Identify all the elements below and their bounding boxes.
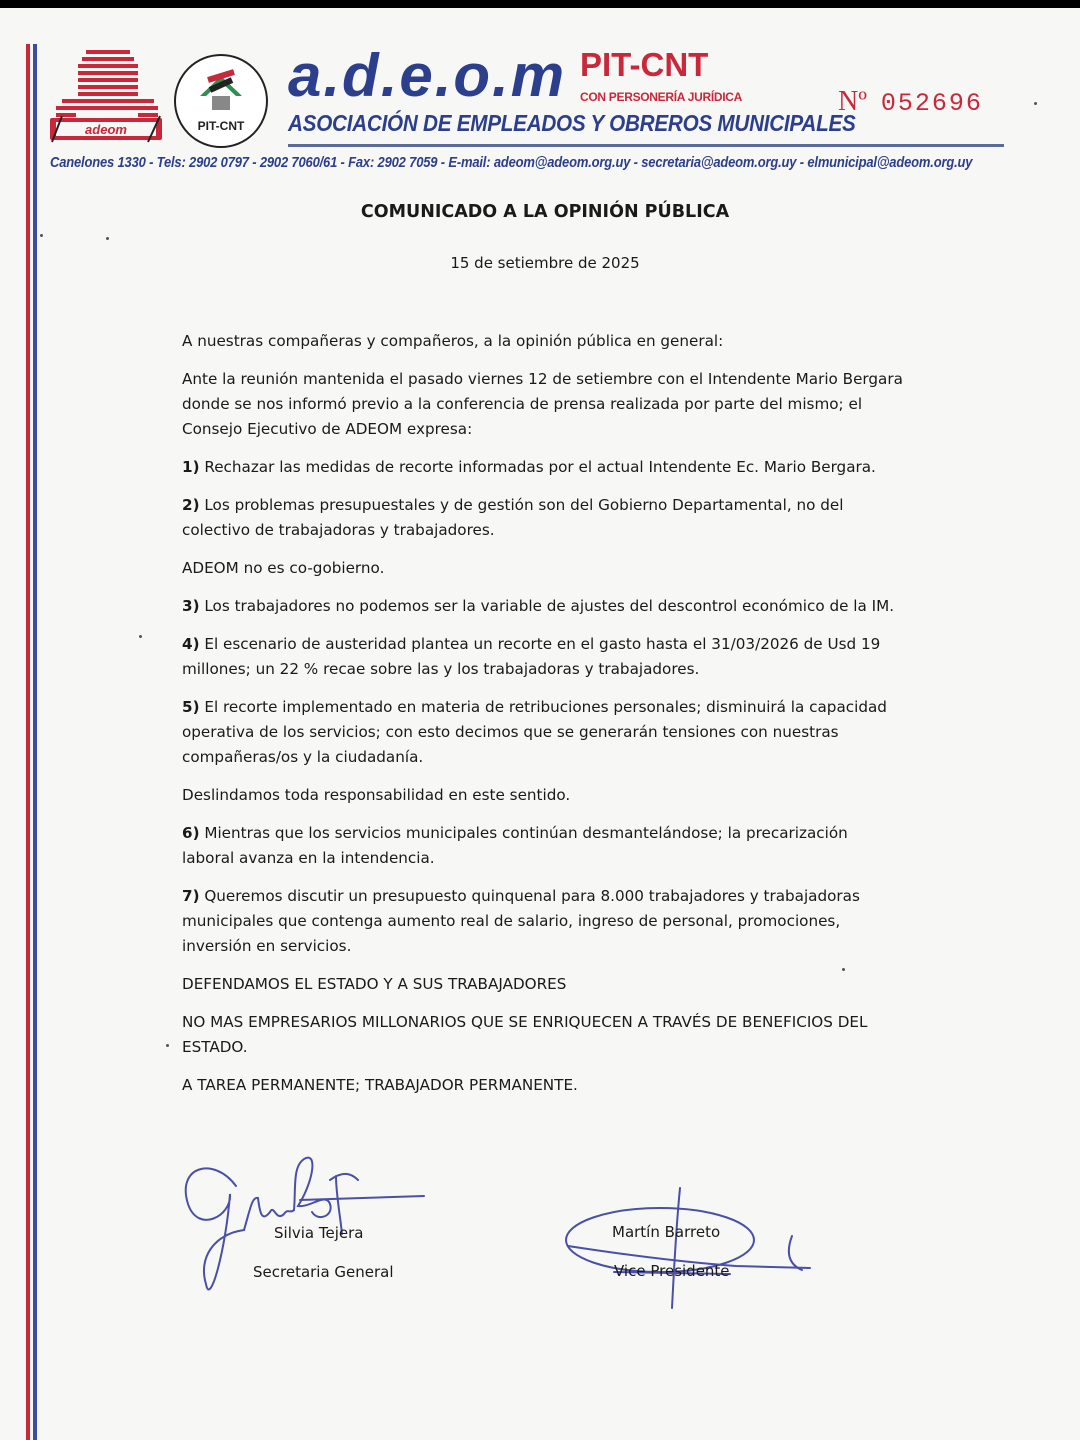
point-1: [182, 455, 904, 480]
point-2: [182, 493, 904, 543]
document-title: COMUNICADO A LA OPINIÓN PÚBLICA: [360, 202, 730, 222]
point-text: Mientras que los servicios municipales continúan desmantelándose; la precarización laboral avanza en la intendencia.: [182, 824, 848, 867]
signer-name-2: Martín Barreto: [612, 1223, 721, 1241]
point-text: Queremos discutir un presupuesto quinquenal para 8.000 trabajadores y trabajadoras municipales que contenga aumento real de salario, ingreso de personal, promociones, inversión en servicios.: [182, 887, 860, 955]
intro-paragraph: Ante la reunión mantenida el pasado viernes 12 de setiembre con el Intendente Mario Bergara donde se nos informó previo a la conferencia de prensa realizada por parte del mismo; el Consejo Ejecutivo de ADEOM expresa:: [182, 370, 903, 438]
statement-responsabilidad: Deslindamos toda responsabilidad en este sentido.: [182, 786, 571, 804]
slogan-2: NO MAS EMPRESARIOS MILLONARIOS QUE SE ENRIQUECEN A TRAVÉS DE BENEFICIOS DEL ESTADO.: [182, 1013, 868, 1056]
salutation: A nuestras compañeras y compañeros, a la opinión pública en general:: [182, 332, 724, 350]
contact-line: Canelones 1330 - Tels: 2902 0797 - 2902 7060/61 - Fax: 2902 7059 - E-mail: adeom@adeom.org.uy - secretaria@adeom.org.uy - elmunicipal@adeom.org.uy: [50, 154, 973, 171]
point-number: 7): [182, 887, 200, 905]
point-4: [182, 632, 904, 682]
point-text: Los trabajadores no podemos ser la variable de ajustes del descontrol económico de la IM.: [199, 597, 895, 615]
document-body: [182, 329, 904, 1111]
point-number: 4): [182, 635, 200, 653]
point-text: El escenario de austeridad plantea un recorte en el gasto hasta el 31/03/2026 de Usd 19 millones; un 22 % recae sobre las y los trabajadoras y trabajadores.: [182, 635, 881, 678]
legal-status-label: CON PERSONERÍA JURÍDICA: [580, 90, 743, 104]
point-7: [182, 884, 904, 959]
point-number: 5): [182, 698, 200, 716]
signer-role-2: Vice Presidente: [614, 1262, 730, 1280]
association-name: ASOCIACIÓN DE EMPLEADOS Y OBREROS MUNICIPALES: [288, 110, 856, 136]
logo-pit-text: PIT-CNT: [197, 119, 245, 133]
point-6: [182, 821, 904, 871]
point-number: 3): [182, 597, 200, 615]
serial-prefix: Nº: [838, 86, 867, 117]
point-number: 2): [182, 496, 200, 514]
document-page: [0, 8, 1080, 1440]
logo-building-text: adeom: [85, 122, 127, 137]
slogan-3: A TAREA PERMANENTE; TRABAJADOR PERMANENTE.: [182, 1076, 578, 1094]
serial-number: 052696: [880, 89, 983, 118]
point-3: [182, 594, 904, 619]
point-number: 6): [182, 824, 200, 842]
header-divider: [288, 144, 1004, 147]
statement-cogobierno: ADEOM no es co-gobierno.: [182, 559, 385, 577]
brand-name: a.d.e.o.m: [288, 42, 567, 109]
point-text: Los problemas presupuestales y de gestión son del Gobierno Departamental, no del colectivo de trabajadoras y trabajadores.: [182, 496, 844, 539]
point-text: El recorte implementado en materia de retribuciones personales; disminuirá la capacidad operativa de los servicios; con esto decimos que se generarán tensiones con nuestras compañeras/os y la ciudadanía.: [182, 698, 887, 766]
signature-martin-barreto: [566, 1188, 810, 1308]
serial-number-block: [838, 86, 983, 118]
pit-cnt-logo: [172, 52, 270, 150]
signer-name-1: Silvia Tejera: [274, 1224, 364, 1242]
adeom-building-logo: [48, 44, 164, 144]
point-number: 1): [182, 458, 200, 476]
document-date: 15 de setiembre de 2025: [450, 254, 640, 272]
affiliation-label: PIT-CNT: [580, 46, 709, 83]
slogan-1: DEFENDAMOS EL ESTADO Y A SUS TRABAJADORES: [182, 975, 567, 993]
point-5: [182, 695, 904, 770]
point-text: Rechazar las medidas de recorte informadas por el actual Intendente Ec. Mario Bergara.: [199, 458, 876, 476]
signer-role-1: Secretaria General: [253, 1263, 394, 1281]
